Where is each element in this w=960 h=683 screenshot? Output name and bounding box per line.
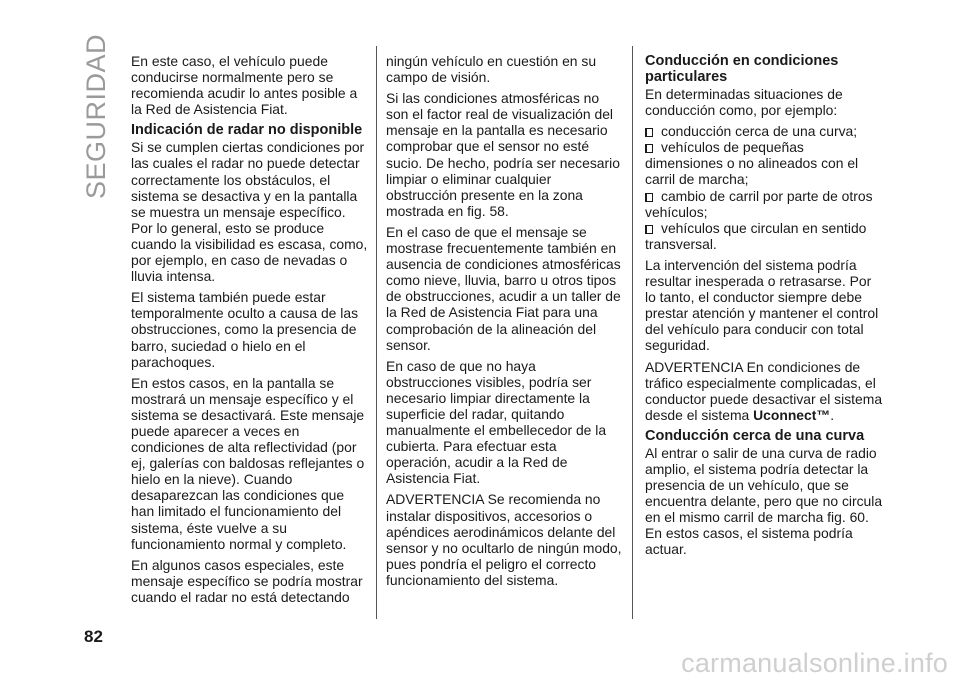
- paragraph: Si se cumplen ciertas condiciones por las cuales el radar no puede detectar correctamente los obstáculos, el sistema se desactiva y en la pantalla se muestra un mensaje específico. Por lo general, esto se produce cuando la visibilidad es escasa, como, por ejemplo, en caso de nevadas o lluvia intensa.: [131, 139, 368, 285]
- column-divider: [376, 46, 377, 619]
- bullet-square-icon: [645, 193, 653, 202]
- heading-radar-unavailable: Indicación de radar no disponible: [131, 122, 363, 139]
- heading-particular-conditions: Conducción en condiciones particulares: [645, 53, 839, 85]
- bullet-list: [645, 123, 883, 252]
- paragraph: Si las condiciones atmosféricas no son el factor real de visualización del mensaje en la pantalla es necesario comprobar que el sensor no esté sucio. De hecho, podría ser necesario limpiar o eliminar cualquier obstrucción presente en la zona mostrada en fig. 58.: [386, 90, 620, 219]
- paragraph: El sistema también puede estar temporalmente oculto a causa de las obstrucciones, como la presencia de barro, suciedad o hielo en el parachoques.: [131, 289, 359, 370]
- column-1: [131, 53, 369, 610]
- list-item: vehículos que circulan en sentido transversal.: [645, 219, 867, 252]
- bullet-square-icon: [645, 128, 653, 137]
- column-divider: [632, 46, 633, 619]
- paragraph: En este caso, el vehículo puede conducirse normalmente pero se recomienda acudir lo antes posible a la Red de Asistencia Fiat.: [131, 53, 358, 118]
- list-item: conducción cerca de una curva;: [645, 123, 883, 139]
- page-number: 82: [84, 627, 103, 646]
- list-item: cambio de carril por parte de otros vehículos;: [645, 187, 873, 220]
- paragraph: En estos casos, en la pantalla se mostrará un mensaje específico y el sistema se desactivará. Este mensaje puede aparecer a veces en condiciones de alta reflectividad (por ej, galerías con baldosas reflejantes o hielo en la nieve). Cuando desaparezcan las condiciones que han limitado el funcionamiento del sistema, éste vuelve a su funcionamiento normal y completo.: [131, 374, 365, 552]
- list-item: vehículos de pequeñas dimensiones o no alineados con el carril de marcha;: [645, 139, 859, 188]
- column-3: [645, 53, 883, 563]
- warning-paragraph: ADVERTENCIA En condiciones de tráfico especialmente complicadas, el conductor puede desactivar el sistema desde el sistema Uconnect™.: [645, 358, 883, 423]
- watermark-text: carmanualsonline.info: [681, 648, 948, 678]
- paragraph: Al entrar o salir de una curva de radio amplio, el sistema podría detectar la presencia de un vehículo, que se encuentra delante, pero que no circula en el mismo carril de marcha fig. 60. En estos casos, el sistema podría actuar.: [645, 444, 883, 558]
- section-title: SEGURIDAD: [81, 33, 112, 199]
- paragraph: La intervención del sistema podría resultar inesperada o retrasarse. Por lo tanto, el conductor siempre debe prestar atención y mantener el control del vehículo para conducir con total seguridad.: [645, 256, 879, 354]
- bullet-square-icon: [645, 225, 653, 234]
- heading-curve-driving: Conducción cerca de una curva: [645, 427, 865, 444]
- paragraph: En el caso de que el mensaje se mostrase frecuentemente también en ausencia de condiciones atmosféricas como nieve, lluvia, barro u otros tipos de obstrucciones, acudir a un taller de la Red de Asistencia Fiat para una comprobación de la alineación del sensor.: [386, 223, 621, 353]
- bullet-square-icon: [645, 144, 653, 153]
- column-2: [386, 53, 624, 593]
- paragraph: En caso de que no haya obstrucciones visibles, podría ser necesario limpiar directamente la superficie del radar, quitando manualmente el embellecedor de la cubierta. Para efectuar esta operación, acudir a la Red de Asistencia Fiat.: [386, 357, 607, 487]
- paragraph: En determinadas situaciones de conducción como, por ejemplo:: [645, 86, 843, 119]
- warning-paragraph: ADVERTENCIA Se recomienda no instalar dispositivos, accesorios o apéndices aerodinámicos delante del sensor y no ocultarlo de ningún modo, pues pondría el peligro el correcto funcionamiento del sistema.: [386, 491, 622, 588]
- uconnect-label: Uconnect™: [753, 406, 831, 423]
- paragraph: ningún vehículo en cuestión en su campo de visión.: [386, 53, 597, 86]
- paragraph: En algunos casos especiales, este mensaje específico se podría mostrar cuando el radar no está detectando: [131, 556, 363, 605]
